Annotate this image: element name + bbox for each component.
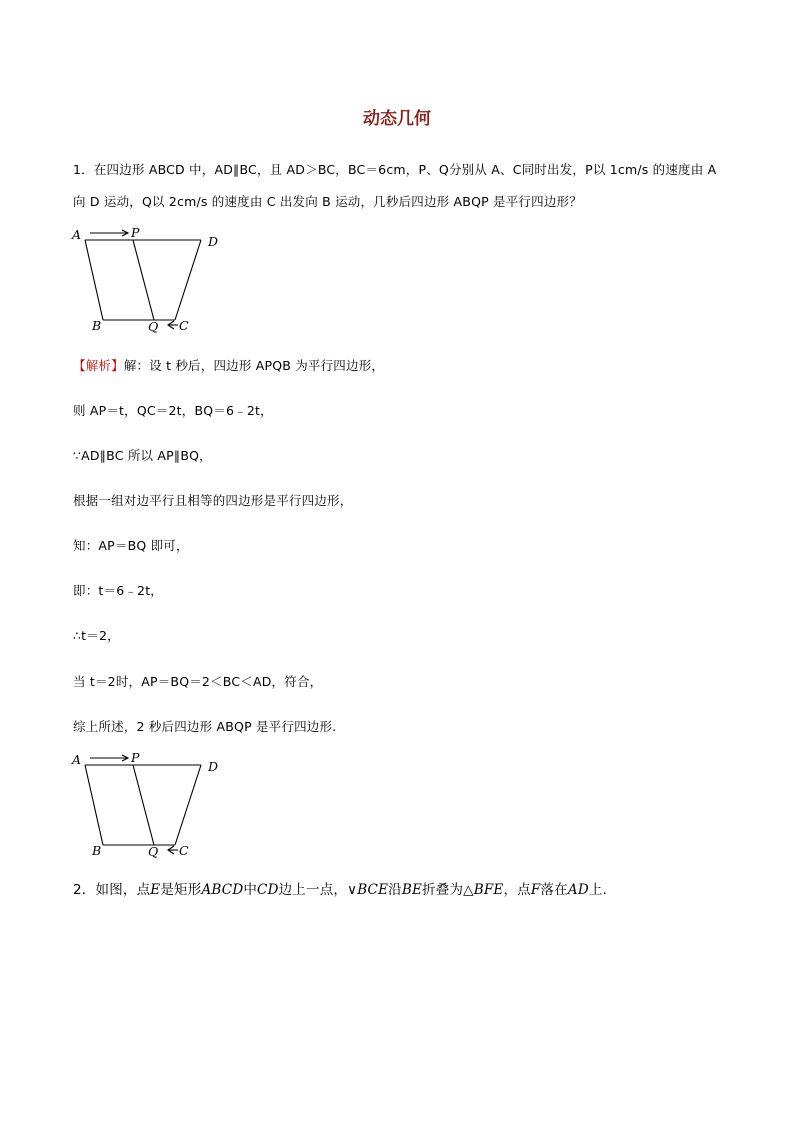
label-Q: Q bbox=[148, 319, 159, 334]
trapezoid-figure-2 bbox=[60, 747, 230, 862]
q2-text: 2．如图，点 bbox=[73, 882, 151, 898]
q2-text: 落在 bbox=[540, 882, 568, 898]
solution-step: ∴t＝2， bbox=[73, 628, 120, 643]
solution-step: 当 t＝2时，AP＝BQ＝2＜BC＜AD，符合， bbox=[73, 674, 323, 689]
label-A: A bbox=[72, 752, 82, 767]
q2-text: 边上一点， bbox=[278, 882, 348, 898]
rect-ABCD: ABCD bbox=[201, 882, 244, 898]
triangle-BCE: ∨BCE bbox=[347, 882, 389, 898]
segment-PQ bbox=[133, 765, 154, 845]
solution-intro bbox=[73, 356, 384, 374]
segment-AB bbox=[85, 240, 103, 320]
solution-step: 即：t＝6﹣2t， bbox=[73, 583, 164, 598]
point-F: F bbox=[530, 882, 541, 898]
solution-step: 知：AP＝BQ 即可， bbox=[73, 538, 189, 553]
label-C: C bbox=[179, 843, 189, 858]
solution-intro-text: 解：设 t 秒后，四边形 APQB 为平行四边形， bbox=[123, 358, 385, 373]
question-1-line-1: 1．在四边形 ABCD 中，AD∥BC，且 AD＞BC，BC＝6cm，P、Q分别从 A、C同时出发，P以 1cm/s 的速度由 A bbox=[73, 162, 717, 177]
label-Q: Q bbox=[148, 844, 159, 859]
solution-step: ∵AD∥BC 所以 AP∥BQ， bbox=[73, 448, 212, 463]
triangle-BFE: △BFE bbox=[463, 882, 504, 898]
q2-text: 中 bbox=[243, 882, 258, 898]
solution-tag: 【解析】 bbox=[73, 358, 124, 373]
label-P: P bbox=[131, 225, 140, 240]
solution-step: 根据一组对边平行且相等的四边形是平行四边形， bbox=[73, 493, 353, 508]
q2-text: 沿 bbox=[388, 882, 402, 898]
q2-text: ，点 bbox=[503, 882, 531, 898]
label-D: D bbox=[208, 234, 219, 249]
solution-conclusion: 综上所述，2 秒后四边形 ABQP 是平行四边形. bbox=[73, 719, 337, 734]
question-2 bbox=[73, 878, 607, 898]
question-1-line-2: 向 D 运动，Q以 2cm/s 的速度由 C 出发向 B 运动，几秒后四边形 ABQP 是平行四边形？ bbox=[73, 194, 582, 209]
solution-step: 则 AP＝t，QC＝2t，BQ＝6﹣2t， bbox=[73, 403, 273, 418]
label-B: B bbox=[92, 318, 102, 333]
q2-text: 上. bbox=[588, 882, 608, 898]
segment-AD: AD bbox=[567, 882, 589, 898]
label-D: D bbox=[208, 759, 219, 774]
segment-BE: BE bbox=[401, 882, 423, 898]
label-C: C bbox=[179, 318, 189, 333]
label-P: P bbox=[131, 750, 140, 765]
label-A: A bbox=[72, 227, 82, 242]
side-CD: CD bbox=[257, 882, 279, 898]
trapezoid-figure-1 bbox=[60, 222, 230, 337]
page-title: 动态几何 bbox=[363, 109, 431, 129]
point-E: E bbox=[150, 882, 161, 898]
segment-PQ bbox=[133, 240, 154, 320]
segment-DC bbox=[175, 765, 201, 845]
q2-text: 折叠为 bbox=[422, 882, 464, 898]
segment-AB bbox=[85, 765, 103, 845]
segment-DC bbox=[175, 240, 201, 320]
label-B: B bbox=[92, 843, 102, 858]
q2-text: 是矩形 bbox=[160, 882, 202, 898]
